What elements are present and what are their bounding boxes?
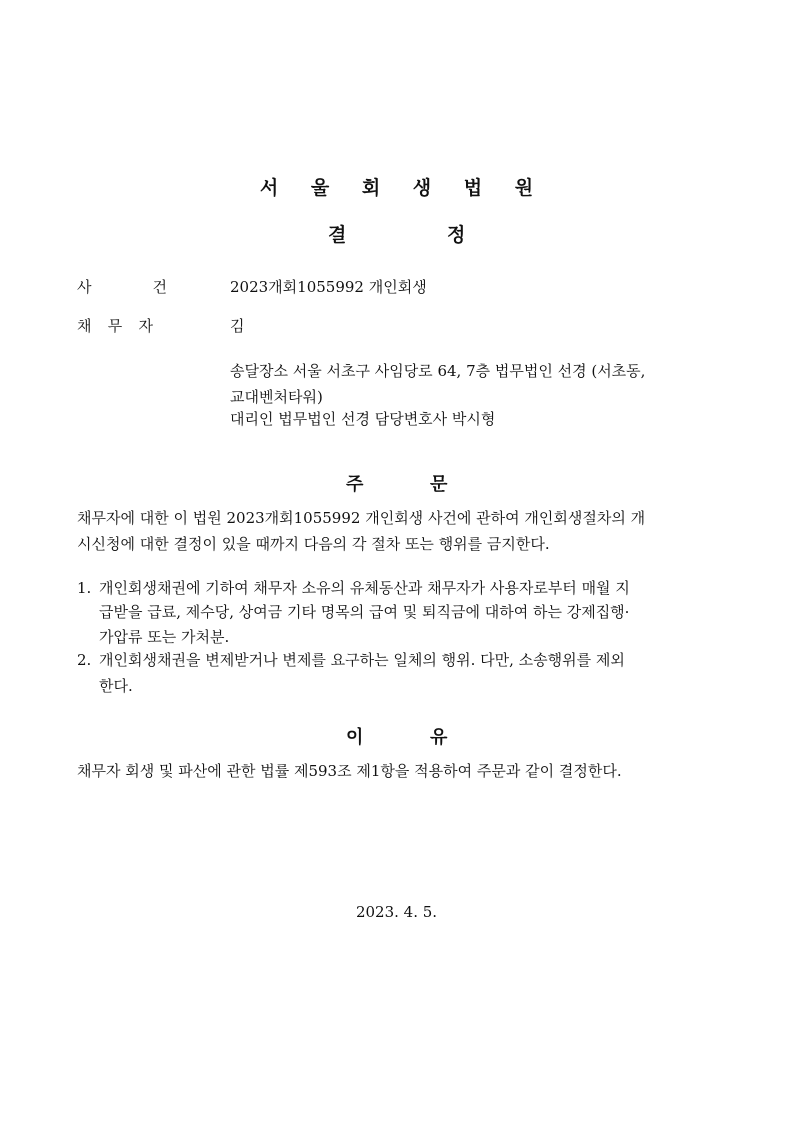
case-label-char-2: 건 [152,278,167,296]
order-heading-right: 문 [430,474,448,495]
court-name: 서 울 회 생 법 원 [259,177,547,199]
debtor-label [77,315,153,336]
debtor-label-char-1: 채 [77,317,92,335]
decision-date: 2023. 4. 5. [355,903,438,921]
service-address-line-1: 송달장소 서울 서초구 사임당로 64, 7층 법무법인 선경 (서초동, [230,362,646,380]
order-paragraph-line-2: 시신청에 대한 결정이 있을 때까지 다음의 각 절차 또는 행위를 금지한다. [77,535,550,553]
order-item-1-line-2: 급받을 급료, 제수당, 상여금 기타 명목의 급여 및 퇴직금에 대하여 하는 강제집행· [99,603,630,621]
order-item-1-number: 1. [77,579,92,597]
case-number: 2023개회1055992 개인회생 [230,278,427,296]
order-paragraph-line-1: 채무자에 대한 이 법원 2023개회1055992 개인회생 사건에 관하여 개인회생절차의 개 [77,509,646,527]
doc-type-left: 결 [328,224,347,246]
debtor-label-char-2: 무 [107,317,123,335]
reason-heading-left: 이 [346,727,364,748]
debtor-name: 김 [230,317,245,335]
reason-paragraph: 채무자 회생 및 파산에 관한 법률 제593조 제1항을 적용하여 주문과 같이 결정한다. [77,762,622,780]
case-label-char-1: 사 [77,278,92,296]
order-item-1-line-1: 개인회생채권에 기하여 채무자 소유의 유체동산과 채무자가 사용자로부터 매월 지 [99,579,630,597]
order-heading-left: 주 [346,474,364,495]
order-item-1-line-3: 가압류 또는 가처분. [99,628,230,646]
service-address-line-2: 교대벤처타워) [230,388,323,406]
reason-heading-right: 유 [430,727,448,748]
attorney-line: 대리인 법무법인 선경 담당변호사 박시형 [230,410,496,428]
order-item-2-line-2: 한다. [99,677,133,695]
doc-type-right: 정 [447,224,466,246]
order-item-2-number: 2. [77,651,92,669]
debtor-label-char-3: 자 [138,317,153,335]
order-item-2-line-1: 개인회생채권을 변제받거나 변제를 요구하는 일체의 행위. 다만, 소송행위를 제외 [99,651,625,669]
case-label [77,276,167,297]
